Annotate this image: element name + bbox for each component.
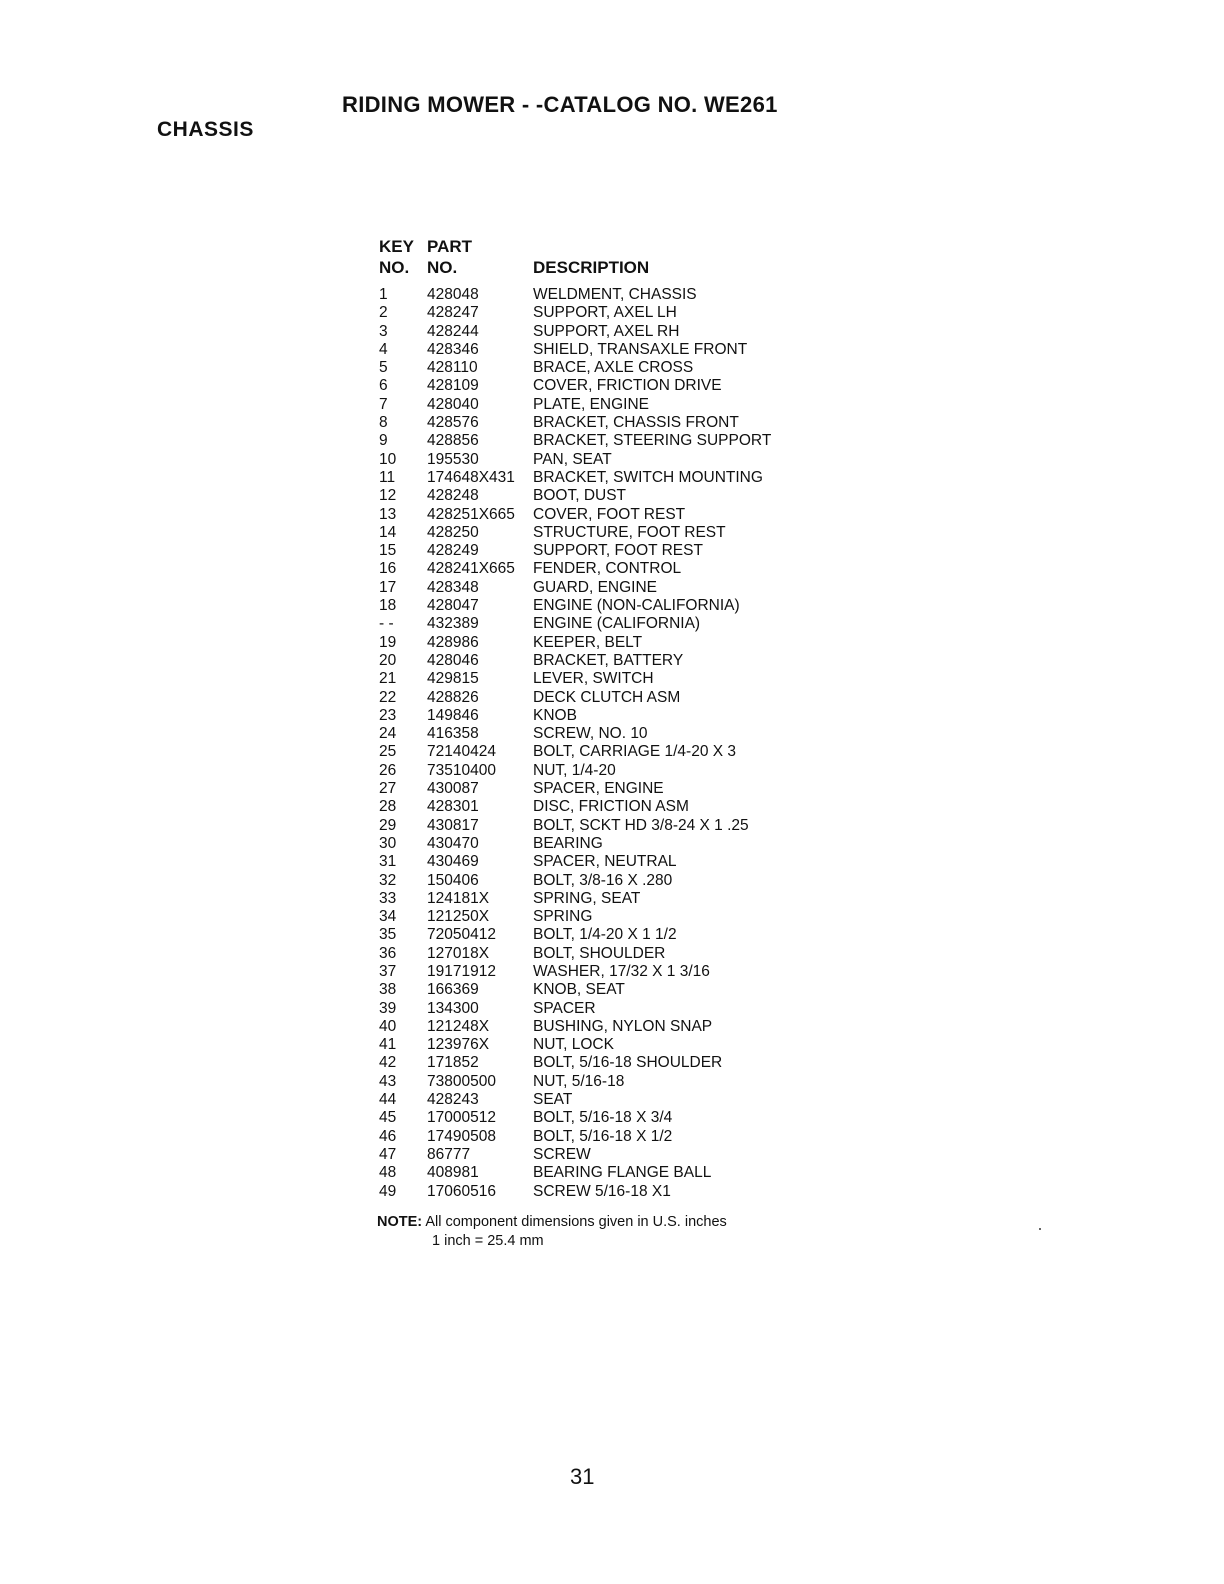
- part-key-no: 22: [379, 688, 397, 706]
- header-description-label: DESCRIPTION: [533, 258, 650, 277]
- part-description: LEVER, SWITCH: [533, 670, 654, 688]
- header-part-no-label: NO.: [427, 258, 458, 277]
- part-description: SHIELD, TRANSAXLE FRONT: [533, 340, 748, 358]
- part-key-no: 28: [379, 798, 397, 816]
- part-no: 428301: [427, 798, 479, 816]
- part-no: 428576: [427, 414, 479, 432]
- part-key-no: 4: [379, 340, 388, 358]
- part-description: BOLT, 5/16-18 SHOULDER: [533, 1054, 723, 1072]
- part-description: SPACER: [533, 999, 596, 1017]
- part-key-no: 11: [379, 468, 396, 486]
- part-no: 195530: [427, 450, 479, 468]
- header-part-label: PART: [427, 237, 473, 256]
- part-description: NUT, LOCK: [533, 1036, 614, 1054]
- part-key-no: 16: [379, 560, 397, 578]
- part-key-no: 10: [379, 450, 397, 468]
- part-no: 428048: [427, 286, 479, 303]
- part-description: KNOB: [533, 706, 577, 724]
- part-description: BOLT, CARRIAGE 1/4-20 X 3: [533, 743, 737, 761]
- part-no: 428248: [427, 487, 479, 505]
- part-key-no: 31: [379, 853, 397, 871]
- part-description: BEARING: [533, 834, 603, 852]
- part-description: BOLT, 5/16-18 X 1/2: [533, 1127, 673, 1145]
- part-description: WELDMENT, CHASSIS: [533, 286, 697, 303]
- part-description: BOLT, SCKT HD 3/8-24 X 1 .25: [533, 816, 749, 834]
- part-key-no: 26: [379, 761, 397, 779]
- part-no: 127018X: [427, 944, 490, 962]
- part-no: 171852: [427, 1054, 479, 1072]
- part-description: NUT, 5/16-18: [533, 1072, 625, 1090]
- part-no: 149846: [427, 706, 479, 724]
- part-no: 429815: [427, 670, 479, 688]
- part-no: 17000512: [427, 1109, 496, 1127]
- part-no: 86777: [427, 1145, 471, 1163]
- part-no: 432389: [427, 615, 479, 633]
- part-no: 121248X: [427, 1017, 490, 1035]
- part-description: COVER, FRICTION DRIVE: [533, 377, 722, 395]
- part-no: 134300: [427, 999, 479, 1017]
- part-key-no: 20: [379, 651, 397, 669]
- part-description: BRACKET, SWITCH MOUNTING: [533, 468, 763, 486]
- part-description: KEEPER, BELT: [533, 633, 643, 651]
- part-description: BRACE, AXLE CROSS: [533, 359, 694, 377]
- part-description: NUT, 1/4-20: [533, 761, 616, 779]
- part-description: BRACKET, BATTERY: [533, 651, 684, 669]
- part-key-no: 30: [379, 834, 397, 852]
- part-description: BOLT, SHOULDER: [533, 944, 666, 962]
- part-key-no: 1: [379, 286, 388, 303]
- part-key-no: 39: [379, 999, 397, 1017]
- section-title: CHASSIS: [157, 118, 254, 141]
- part-key-no: 27: [379, 780, 397, 798]
- part-no: 17490508: [427, 1127, 496, 1145]
- part-no: 430817: [427, 816, 479, 834]
- part-no: 124181X: [427, 889, 490, 907]
- part-no: 428247: [427, 304, 479, 322]
- part-key-no: 44: [379, 1091, 397, 1109]
- part-description: PLATE, ENGINE: [533, 395, 649, 413]
- part-description: SUPPORT, FOOT REST: [533, 542, 703, 560]
- part-description: COVER, FOOT REST: [533, 505, 686, 523]
- scan-speck: [1039, 1228, 1041, 1230]
- part-no: 72140424: [427, 743, 496, 761]
- part-no: 428040: [427, 395, 479, 413]
- part-no: 72050412: [427, 926, 496, 944]
- part-key-no: 34: [379, 908, 397, 926]
- part-no: 428856: [427, 432, 479, 450]
- part-key-no: 15: [379, 542, 397, 560]
- note-line-1: [377, 1213, 727, 1232]
- part-no: 428046: [427, 651, 479, 669]
- part-key-no: 47: [379, 1145, 397, 1163]
- part-no: 428346: [427, 340, 479, 358]
- part-description: SPRING, SEAT: [533, 889, 641, 907]
- part-description: SCREW: [533, 1145, 591, 1163]
- page-number: 31: [570, 1464, 595, 1489]
- note-line-2: 1 inch = 25.4 mm: [432, 1233, 544, 1249]
- part-description: KNOB, SEAT: [533, 981, 625, 999]
- part-key-no: 36: [379, 944, 397, 962]
- part-no: 121250X: [427, 908, 490, 926]
- part-description: STRUCTURE, FOOT REST: [533, 523, 726, 541]
- part-no: 428241X665: [427, 560, 515, 578]
- part-key-no: 32: [379, 871, 397, 889]
- part-no: 430470: [427, 834, 479, 852]
- part-key-no: 13: [379, 505, 397, 523]
- part-key-no: 23: [379, 706, 397, 724]
- catalog-title: RIDING MOWER - -CATALOG NO. WE261: [342, 92, 778, 117]
- part-description: GUARD, ENGINE: [533, 578, 658, 596]
- note-label: NOTE:: [377, 1214, 423, 1230]
- part-no: 73800500: [427, 1072, 496, 1090]
- part-no: 73510400: [427, 761, 496, 779]
- part-key-no: 25: [379, 743, 397, 761]
- part-key-no: 45: [379, 1109, 397, 1127]
- part-no: 17060516: [427, 1182, 496, 1200]
- part-description: BRACKET, STEERING SUPPORT: [533, 432, 772, 450]
- part-no: 428244: [427, 322, 479, 340]
- part-no: 430469: [427, 853, 479, 871]
- part-description: BOLT, 3/8-16 X .280: [533, 871, 673, 889]
- part-key-no: 8: [379, 414, 388, 432]
- part-description: ENGINE (NON-CALIFORNIA): [533, 597, 740, 615]
- part-key-no: 12: [379, 487, 397, 505]
- part-description: SUPPORT, AXEL LH: [533, 304, 677, 322]
- part-no: 428348: [427, 578, 479, 596]
- part-no: 428243: [427, 1091, 479, 1109]
- part-description: BOOT, DUST: [533, 487, 627, 505]
- part-no: 416358: [427, 725, 479, 743]
- part-key-no: 38: [379, 981, 397, 999]
- part-description: BUSHING, NYLON SNAP: [533, 1017, 713, 1035]
- part-description: ENGINE (CALIFORNIA): [533, 615, 701, 633]
- part-key-no: 24: [379, 725, 397, 743]
- part-key-no: 41: [379, 1036, 397, 1054]
- part-description: SUPPORT, AXEL RH: [533, 322, 680, 340]
- part-no: 428110: [427, 359, 478, 377]
- part-description: WASHER, 17/32 X 1 3/16: [533, 962, 710, 980]
- part-no: 428047: [427, 597, 479, 615]
- part-no: 174648X431: [427, 468, 515, 486]
- part-key-no: 37: [379, 962, 397, 980]
- header-key-no-label: NO.: [379, 258, 410, 277]
- part-description: DECK CLUTCH ASM: [533, 688, 681, 706]
- part-no: 166369: [427, 981, 479, 999]
- part-description: SCREW, NO. 10: [533, 725, 648, 743]
- part-key-no: 3: [379, 322, 388, 340]
- part-no: 428986: [427, 633, 479, 651]
- part-description: PAN, SEAT: [533, 450, 612, 468]
- part-key-no: 21: [379, 670, 397, 688]
- part-no: 428251X665: [427, 505, 515, 523]
- part-key-no: 29: [379, 816, 397, 834]
- part-description: FENDER, CONTROL: [533, 560, 682, 578]
- part-no: 19171912: [427, 962, 496, 980]
- part-key-no: 5: [379, 359, 388, 377]
- part-no: 428249: [427, 542, 479, 560]
- part-key-no: - -: [379, 615, 394, 633]
- part-key-no: 46: [379, 1127, 397, 1145]
- part-key-no: 49: [379, 1182, 397, 1200]
- part-key-no: 2: [379, 304, 388, 322]
- part-key-no: 33: [379, 889, 397, 907]
- part-no: 408981: [427, 1164, 479, 1182]
- header-key-label: KEY: [379, 237, 414, 256]
- part-key-no: 40: [379, 1017, 397, 1035]
- part-description: SPACER, NEUTRAL: [533, 853, 677, 871]
- part-description: BOLT, 1/4-20 X 1 1/2: [533, 926, 677, 944]
- part-description: BRACKET, CHASSIS FRONT: [533, 414, 739, 432]
- part-description: SPACER, ENGINE: [533, 780, 664, 798]
- part-description: BEARING FLANGE BALL: [533, 1164, 712, 1182]
- part-key-no: 18: [379, 597, 397, 615]
- part-no: 428250: [427, 523, 479, 541]
- part-key-no: 48: [379, 1164, 397, 1182]
- part-description: SCREW 5/16-18 X1: [533, 1182, 671, 1200]
- part-key-no: 7: [379, 395, 388, 413]
- part-no: 428109: [427, 377, 479, 395]
- part-no: 150406: [427, 871, 479, 889]
- part-description: SPRING: [533, 908, 593, 926]
- part-description: DISC, FRICTION ASM: [533, 798, 689, 816]
- part-key-no: 17: [379, 578, 397, 596]
- part-key-no: 42: [379, 1054, 397, 1072]
- dimensions-note: [377, 1213, 727, 1251]
- part-key-no: 35: [379, 926, 397, 944]
- part-no: 428826: [427, 688, 479, 706]
- part-no: 123976X: [427, 1036, 490, 1054]
- part-key-no: 19: [379, 633, 397, 651]
- part-no: 430087: [427, 780, 479, 798]
- part-key-no: 14: [379, 523, 397, 541]
- part-key-no: 6: [379, 377, 388, 395]
- part-key-no: 9: [379, 432, 388, 450]
- note-text: All component dimensions given in U.S. inches: [425, 1214, 727, 1230]
- part-description: BOLT, 5/16-18 X 3/4: [533, 1109, 673, 1127]
- part-key-no: 43: [379, 1072, 397, 1090]
- part-description: SEAT: [533, 1091, 573, 1109]
